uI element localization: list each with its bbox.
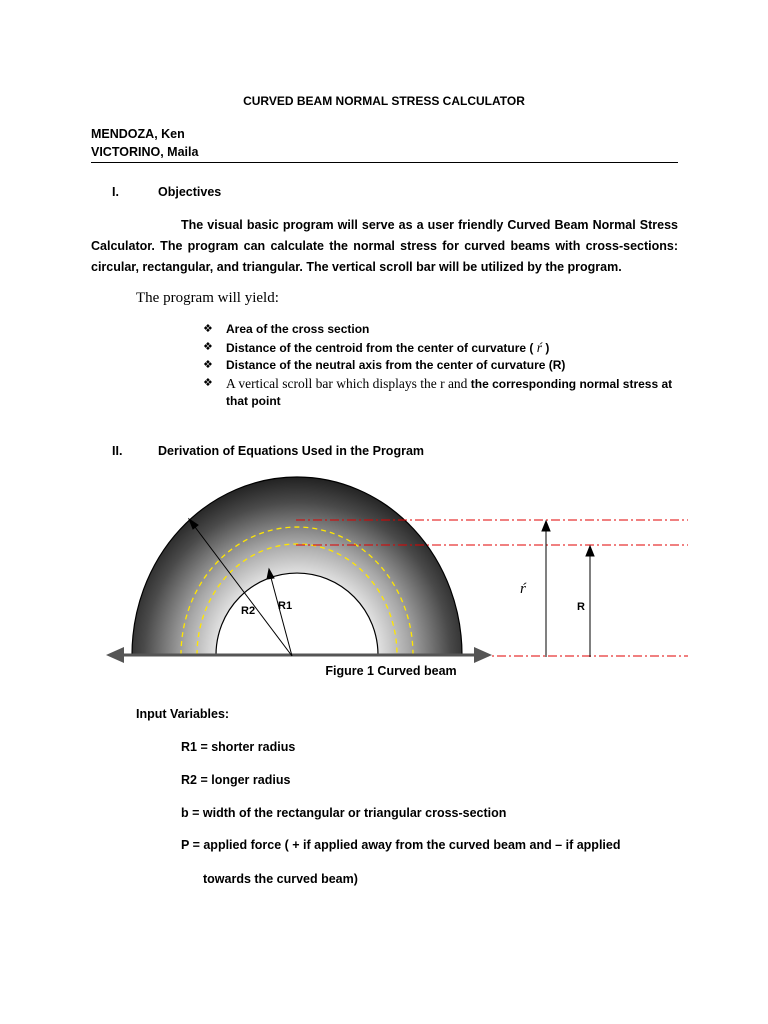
list-item-text: the corresponding normal stress at that point — [226, 376, 673, 408]
input-var-p-continued: towards the curved beam) — [203, 872, 358, 886]
input-var-b: b = width of the rectangular or triangular cross-section — [181, 806, 507, 820]
label-big-r: R — [577, 601, 585, 613]
input-var-p: P = applied force ( + if applied away from the curved beam and – if applied — [181, 838, 621, 852]
list-item-close: ) — [545, 340, 550, 355]
diamond-bullet-icon: ❖ — [203, 323, 213, 335]
diamond-bullet-icon: ❖ — [203, 340, 213, 353]
author-2: VICTORINO, Maila — [91, 145, 199, 159]
label-r-bar: ŕ — [520, 581, 526, 597]
dimension-arrows — [542, 521, 594, 657]
label-r2: R2 — [241, 605, 256, 617]
list-item-text: Distance of the neutral axis from the center of curvature (R) — [226, 358, 566, 372]
section-1-number: I. — [112, 185, 119, 199]
section-1-title: Objectives — [158, 185, 222, 199]
list-item-text: Area of the cross section — [226, 322, 370, 336]
section-2-number: II. — [112, 444, 123, 458]
objectives-paragraph: The visual basic program will serve as a user friendly Curved Beam Normal Stress Calculator. The program can calculate the normal stress for curved beams with cross-sections: circular, rectangular, and triangular. The vertical scroll bar will be utilized by the program. — [91, 218, 678, 274]
input-variables-heading: Input Variables: — [136, 707, 230, 721]
diamond-bullet-icon: ❖ — [203, 359, 213, 371]
input-var-r1: R1 = shorter radius — [181, 740, 296, 754]
label-r1: R1 — [278, 600, 293, 612]
arrow-left-icon — [106, 647, 124, 663]
list-item-text-serif: A vertical scroll bar which displays the r and — [226, 375, 468, 391]
section-2-title: Derivation of Equations Used in the Program — [158, 444, 425, 458]
list-item-text: Distance of the centroid from the center of curvature ( — [226, 340, 534, 355]
beam-shape — [132, 477, 462, 655]
input-var-r2: R2 = longer radius — [181, 773, 291, 787]
centroid-symbol: ŕ — [536, 339, 542, 355]
diamond-bullet-icon: ❖ — [203, 376, 213, 389]
arrow-right-icon — [474, 647, 492, 663]
document-title: CURVED BEAM NORMAL STRESS CALCULATOR — [243, 94, 525, 108]
author-1: MENDOZA, Ken — [91, 127, 185, 141]
figure-caption: Figure 1 Curved beam — [325, 664, 457, 678]
yield-text: The program will yield: — [136, 290, 279, 306]
